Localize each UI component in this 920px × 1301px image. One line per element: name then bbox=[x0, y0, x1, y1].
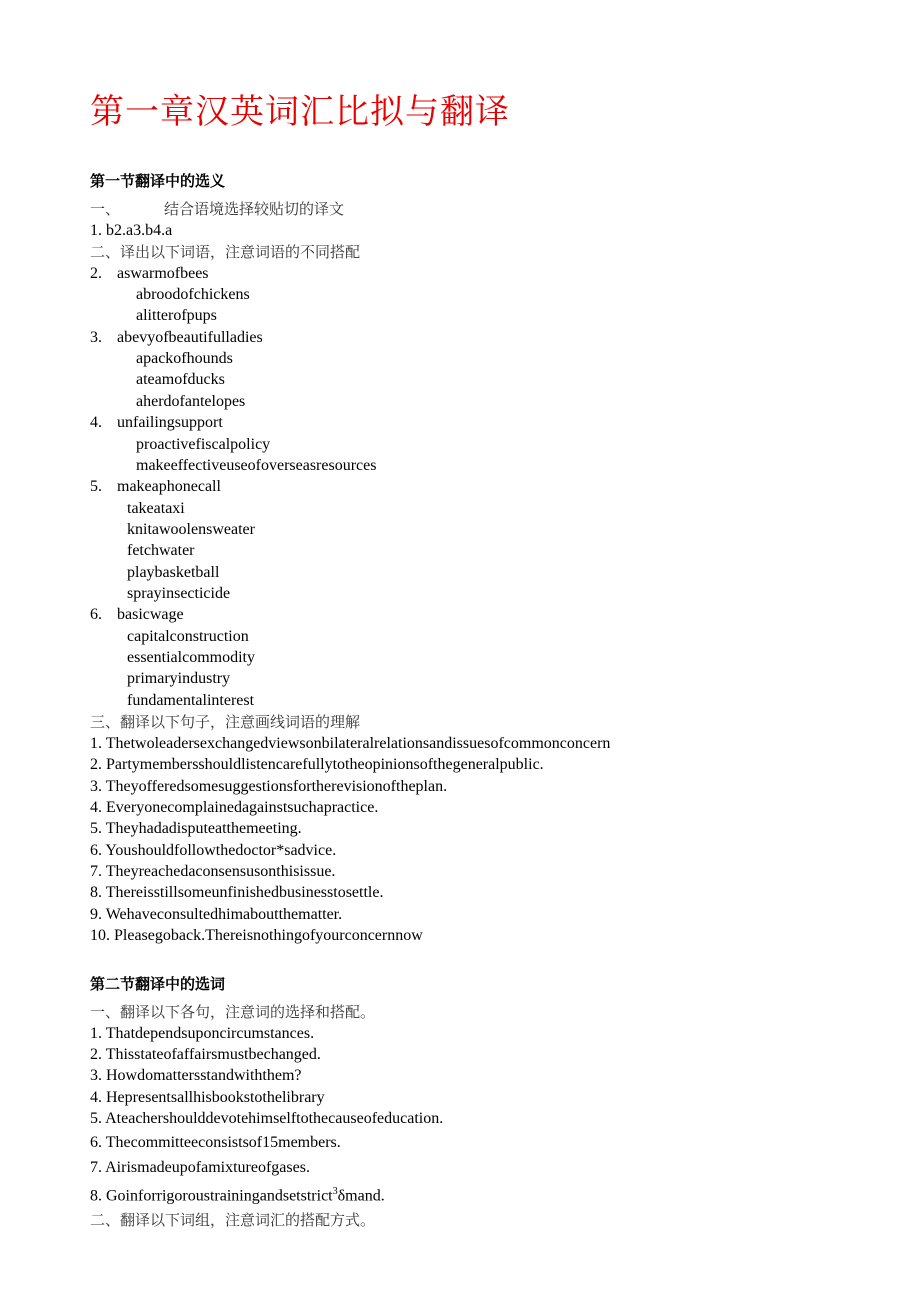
sentence: 9. Wehaveconsultedhimaboutthematter. bbox=[90, 906, 343, 923]
sentence: 6. Thecommitteeconsistsof15members. bbox=[90, 1134, 341, 1151]
item2-first: 2. aswarmofbees bbox=[90, 265, 209, 282]
item4-line: makeeffectiveuseofoverseasresources bbox=[136, 457, 377, 474]
sentence: 4. Hepresentsallhisbookstothelibrary bbox=[90, 1089, 325, 1106]
item2-line: alitterofpups bbox=[136, 307, 217, 324]
section1-part3: 三、翻译以下句子，注意画线词语的理解 bbox=[90, 713, 361, 731]
item5-line: sprayinsecticide bbox=[127, 585, 231, 602]
section2-heading: 第二节翻译中的选词 bbox=[90, 975, 226, 993]
sentence: 4. Everyonecomplainedagainstsuchapractice. bbox=[90, 799, 379, 816]
sentence: 10. Pleasegoback.Thereisnothingofyourconcernnow bbox=[90, 927, 423, 944]
sentence: 8. Goinforrigoroustrainingandsetstrict$^3$δmand. bbox=[90, 1186, 385, 1205]
section1-heading: 第一节翻译中的选义 bbox=[90, 172, 226, 190]
section1-part2: 二、译出以下词语，注意词语的不同搭配 bbox=[90, 243, 361, 261]
item4-line: proactivefiscalpolicy bbox=[136, 436, 271, 453]
sentence: 1. Thatdependsuponcircumstances. bbox=[90, 1025, 315, 1042]
sentence: 7. Theyreachedaconsensusonthisissue. bbox=[90, 863, 336, 880]
item3-line: ateamofducks bbox=[136, 371, 225, 388]
item6-line: primaryindustry bbox=[127, 670, 231, 687]
item6-line: essentialcommodity bbox=[127, 649, 255, 666]
item6-line: fundamentalinterest bbox=[127, 692, 255, 709]
sentence: 2. Thisstateofaffairsmustbechanged. bbox=[90, 1046, 321, 1063]
sentence: 2. Partymembersshouldlistencarefullytotheopinionsofthegeneralpublic. bbox=[90, 756, 544, 773]
item4-first: 4. unfailingsupport bbox=[90, 414, 223, 431]
section2-part2: 二、翻译以下词组，注意词汇的搭配方式。 bbox=[90, 1211, 376, 1229]
sentence: 3. Howdomattersstandwiththem? bbox=[90, 1067, 302, 1084]
part1-marker: 一、 bbox=[90, 200, 121, 218]
chapter-title: 第一章汉英词汇比拟与翻译 bbox=[90, 92, 510, 132]
sentence: 7. Airismadeupofamixtureofgases. bbox=[90, 1159, 310, 1176]
item3-line: apackofhounds bbox=[136, 350, 233, 367]
item5-first: 5. makeaphonecall bbox=[90, 478, 221, 495]
item2-line: abroodofchickens bbox=[136, 286, 250, 303]
item5-line: playbasketball bbox=[127, 564, 220, 581]
item5-line: knitawoolensweater bbox=[127, 521, 255, 538]
item3-line: aherdofantelopes bbox=[136, 393, 246, 410]
sentence: 5. Theyhadadisputeatthemeeting. bbox=[90, 820, 302, 837]
sentence: 5. Ateachershoulddevotehimselftothecauseofeducation. bbox=[90, 1110, 444, 1127]
section1-part1 bbox=[90, 199, 344, 219]
sentence: 8. Thereisstillsomeunfinishedbusinesstosettle. bbox=[90, 884, 384, 901]
part1-text: 结合语境选择较贴切的译文 bbox=[164, 200, 345, 218]
sentence: 3. Theyofferedsomesuggestionsfortherevisionoftheplan. bbox=[90, 778, 448, 795]
sentence: 1. Thetwoleadersexchangedviewsonbilateralrelationsandissuesofcommonconcern bbox=[90, 735, 611, 752]
item3-first: 3. abevyofbeautifulladies bbox=[90, 329, 263, 346]
item6-first: 6. basicwage bbox=[90, 606, 184, 623]
item5-line: takeataxi bbox=[127, 500, 185, 517]
section2-part1: 一、翻译以下各句，注意词的选择和搭配。 bbox=[90, 1003, 376, 1021]
answer-line: 1. b2.a3.b4.a bbox=[90, 222, 173, 239]
sentence: 6. Youshouldfollowthedoctor*sadvice. bbox=[90, 842, 337, 859]
item6-line: capitalconstruction bbox=[127, 628, 249, 645]
item5-line: fetchwater bbox=[127, 542, 195, 559]
